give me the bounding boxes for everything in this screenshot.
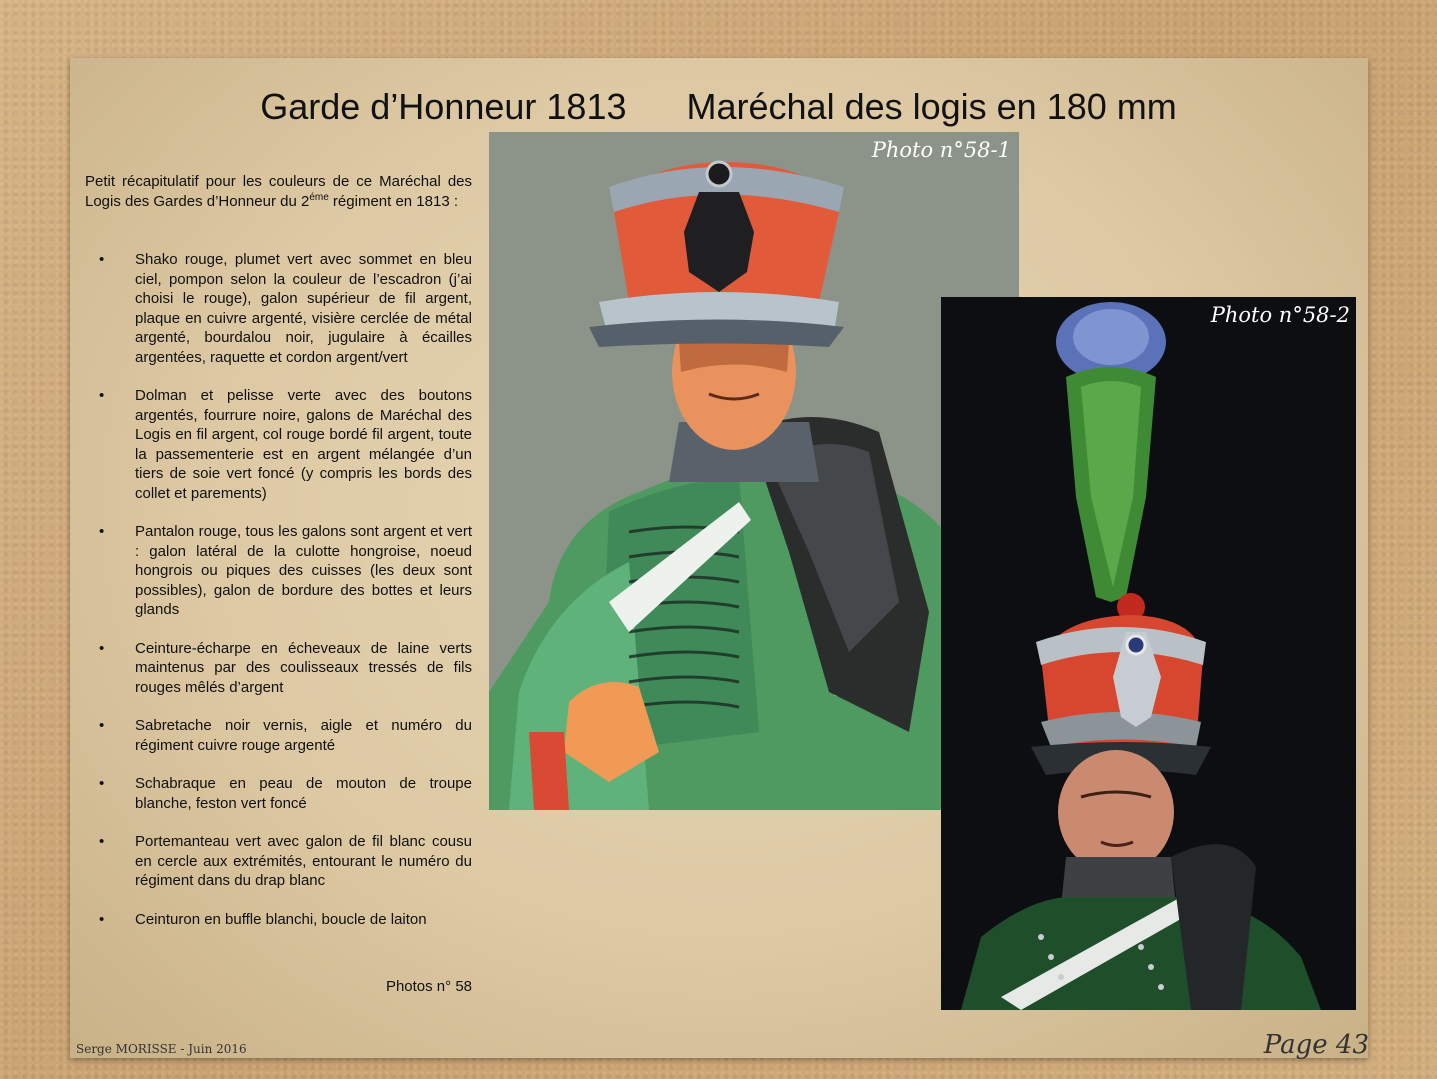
intro-superscript: éme	[309, 191, 329, 203]
list-item: • Dolman et pelisse verte avec des boutons argentés, fourrure noire, galons de Maréchal des Logis en fil argent, col rouge bordé fil argent, toute la passementerie est en argent mélangée d’un tiers de soie vert foncé (y compris les bords des collet et parements)	[85, 386, 472, 503]
photo-58-1	[489, 132, 1019, 810]
photo-58-2	[941, 297, 1356, 1010]
list-item: • Schabraque en peau de mouton de troupe blanche, feston vert foncé	[85, 774, 472, 813]
photo-58-1-image	[489, 132, 1019, 810]
intro-text-after: régiment en 1813 :	[328, 192, 459, 210]
list-item: • Ceinture-écharpe en écheveaux de laine verts maintenus par des coulisseaux tressés de fils rouges mêlés d’argent	[85, 639, 472, 698]
list-item: • Sabretache noir vernis, aigle et numéro du régiment cuivre rouge argenté	[85, 716, 472, 755]
list-item: • Ceinturon en buffle blanchi, boucle de laiton	[85, 910, 472, 930]
page-number: Page 43	[1263, 1030, 1369, 1060]
color-list	[85, 250, 472, 948]
title-left: Garde d’Honneur 1813	[260, 86, 627, 127]
footer-author: Serge MORISSE - Juin 2016	[76, 1042, 247, 1056]
photo-58-2-caption: Photo n°58-2	[1210, 303, 1350, 327]
photos-reference: Photos n° 58	[385, 978, 472, 995]
list-item: • Shako rouge, plumet vert avec sommet en bleu ciel, pompon selon la couleur de l’escadron (j’ai choisi le rouge), galon supérieur de fil argent, plaque en cuivre argenté, visière cerclée de métal argenté, bourdalou noir, jugulaire à écailles argentées, raquette et cordon argent/vert	[85, 250, 472, 367]
intro-paragraph	[85, 172, 472, 211]
page-title	[0, 86, 1437, 128]
photo-58-2-image	[941, 297, 1356, 1010]
title-right: Maréchal des logis en 180 mm	[686, 86, 1177, 127]
list-item: • Pantalon rouge, tous les galons sont argent et vert : galon latéral de la culotte hongroise, noeud hongrois ou piques des cuisses (les deux sont possibles), galon de bordure des bottes et leurs glands	[85, 522, 472, 620]
intro-text-before: Petit récapitulatif pour les couleurs de ce Maréchal des Logis des Gardes d’Honneur du 2	[85, 173, 472, 210]
list-item: • Portemanteau vert avec galon de fil blanc cousu en cercle aux extrémités, entourant le numéro du régiment dans du drap blanc	[85, 832, 472, 891]
photo-58-1-caption: Photo n°58-1	[871, 138, 1011, 162]
